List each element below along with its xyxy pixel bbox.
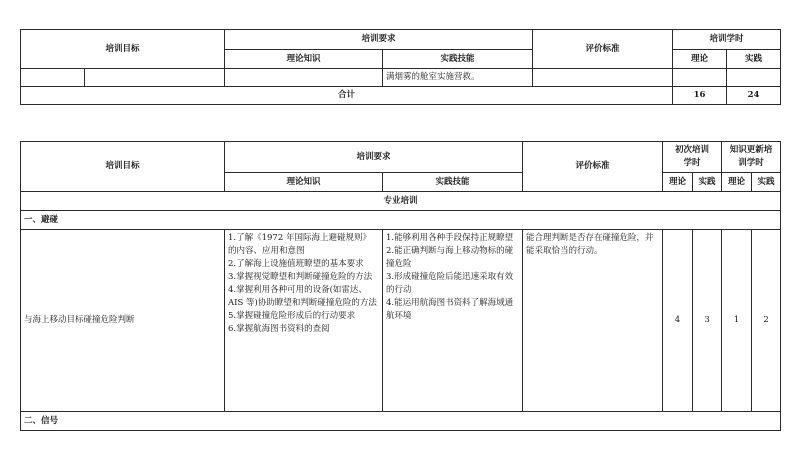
header-hours-practice: 实践 bbox=[727, 50, 781, 69]
cell-update-practice-hours: 2 bbox=[752, 230, 781, 412]
list-item: 4.掌握利用各种可用的设备(如雷达、AIS 等)协助瞭望和判断碰撞危险的方法 bbox=[228, 285, 377, 308]
list-item: 2.了解海上设施值班瞭望的基本要求 bbox=[228, 259, 364, 269]
list-item: 3.掌握视觉瞭望和判断碰撞危险的方法 bbox=[228, 272, 373, 282]
summary-table bbox=[20, 29, 781, 105]
cell-update-theory-hours: 1 bbox=[722, 230, 752, 412]
total-theory-hours: 16 bbox=[673, 87, 727, 105]
cell-theory-knowledge-list bbox=[225, 230, 383, 412]
total-label: 合计 bbox=[21, 87, 673, 105]
cell-initial-practice-hours: 3 bbox=[693, 230, 722, 412]
cell-empty bbox=[673, 69, 727, 87]
cell-practice-text: 满烟雾的舱室实施营救。 bbox=[383, 69, 533, 87]
subsection-signals: 二、信号 bbox=[21, 412, 781, 431]
cell-empty bbox=[21, 69, 85, 87]
header-training-goal: 培训目标 bbox=[21, 30, 225, 69]
subsection-collision-avoidance: 一、避碰 bbox=[21, 211, 781, 230]
training-table bbox=[20, 141, 781, 431]
header-training-requirements: 培训要求 bbox=[225, 142, 523, 173]
list-item: 6.掌握航海图书资料的查阅 bbox=[228, 324, 330, 334]
cell-practice-skills-list bbox=[383, 230, 523, 412]
header-training-hours: 培训学时 bbox=[673, 30, 781, 50]
cell-initial-theory-hours: 4 bbox=[663, 230, 693, 412]
list-item: 1.了解《1972 年国际海上避碰规则》的内容、应用和意图 bbox=[228, 233, 371, 256]
header-theory-knowledge: 理论知识 bbox=[225, 50, 383, 69]
header-training-goal: 培训目标 bbox=[21, 142, 225, 192]
list-item: 4.能运用航海图书资料了解海域通航环境 bbox=[386, 298, 514, 321]
cell-training-goal: 与海上移动目标碰撞危险判断 bbox=[21, 230, 225, 412]
header-initial-theory: 理论 bbox=[663, 173, 693, 192]
header-evaluation-criteria: 评价标准 bbox=[523, 142, 663, 192]
header-practice-skills: 实践技能 bbox=[383, 173, 523, 192]
header-hours-theory: 理论 bbox=[673, 50, 727, 69]
cell-empty bbox=[225, 69, 383, 87]
header-initial-training-hours: 初次培训学时 bbox=[663, 142, 722, 173]
list-item: 5.掌握碰撞危险形成后的行动要求 bbox=[228, 311, 356, 321]
header-practice-skills: 实践技能 bbox=[383, 50, 533, 69]
header-training-requirements: 培训要求 bbox=[225, 30, 533, 50]
cell-empty bbox=[85, 69, 225, 87]
total-practice-hours: 24 bbox=[727, 87, 781, 105]
header-update-training-hours: 知识更新培训学时 bbox=[722, 142, 781, 173]
header-update-theory: 理论 bbox=[722, 173, 752, 192]
cell-empty bbox=[727, 69, 781, 87]
section-professional-training: 专业培训 bbox=[21, 192, 781, 211]
header-theory-knowledge: 理论知识 bbox=[225, 173, 383, 192]
cell-evaluation-criteria: 能合理判断是否存在碰撞危险，并能采取恰当的行动。 bbox=[523, 230, 663, 412]
list-item: 1.能够利用各种手段保持正规瞭望 bbox=[386, 233, 514, 243]
list-item: 3.形成碰撞危险后能迅速采取有效的行动 bbox=[386, 272, 514, 295]
header-initial-practice: 实践 bbox=[693, 173, 722, 192]
header-evaluation-criteria: 评价标准 bbox=[533, 30, 673, 69]
list-item: 2.能正确判断与海上移动物标的碰撞危险 bbox=[386, 246, 514, 269]
cell-empty bbox=[533, 69, 673, 87]
header-update-practice: 实践 bbox=[752, 173, 781, 192]
